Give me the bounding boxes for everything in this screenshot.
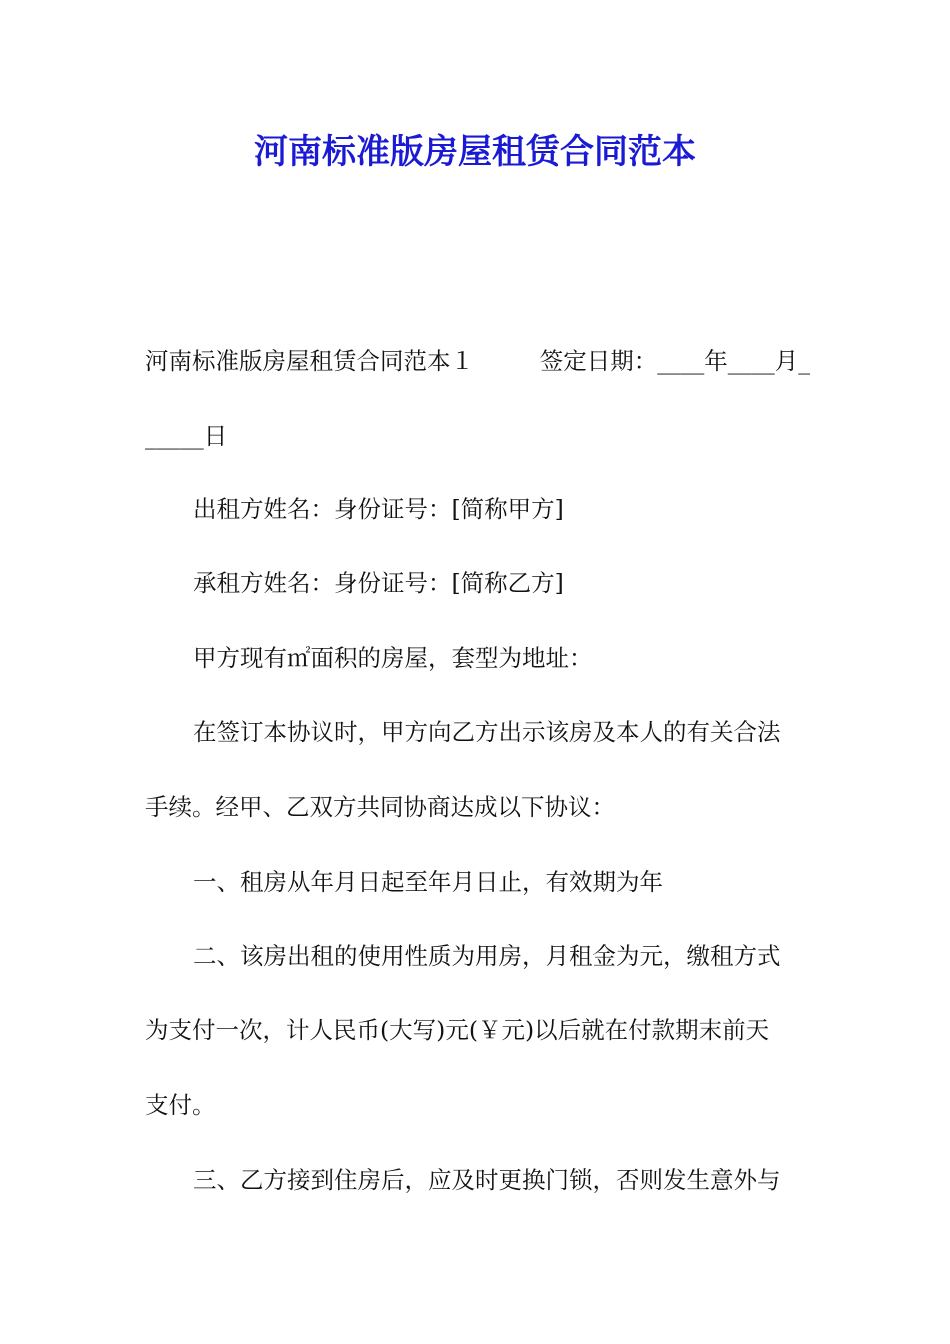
- clause-1: 一、租房从年月日起至年月日止，有效期为年: [193, 868, 663, 896]
- paragraph-line: 在签订本协议时，甲方向乙方出示该房及本人的有关合法: [193, 718, 781, 746]
- signing-date-continued: _____日: [145, 422, 228, 450]
- signing-date: 签定日期：____年____月_: [539, 347, 810, 375]
- lessee-line: 承租方姓名：身份证号：[简称乙方]: [193, 569, 564, 597]
- clause-3-line: 三、乙方接到住房后，应及时更换门锁，否则发生意外与: [193, 1166, 781, 1194]
- paragraph-line: 手续。经甲、乙双方共同协商达成以下协议：: [145, 793, 615, 821]
- document-title: 河南标准版房屋租赁合同范本: [254, 132, 696, 172]
- clause-2-line: 二、该房出租的使用性质为用房，月租金为元，缴租方式: [193, 942, 781, 970]
- clause-2-line: 支付。: [145, 1091, 216, 1119]
- contract-heading-line: [145, 343, 810, 379]
- contract-name: 河南标准版房屋租赁合同范本１: [145, 347, 474, 375]
- house-line: 甲方现有㎡面积的房屋，套型为地址：: [193, 644, 593, 672]
- lessor-line: 出租方姓名：身份证号：[简称甲方]: [193, 495, 564, 523]
- clause-2-line: 为支付一次，计人民币(大写)元(￥元)以后就在付款期末前天: [145, 1016, 770, 1044]
